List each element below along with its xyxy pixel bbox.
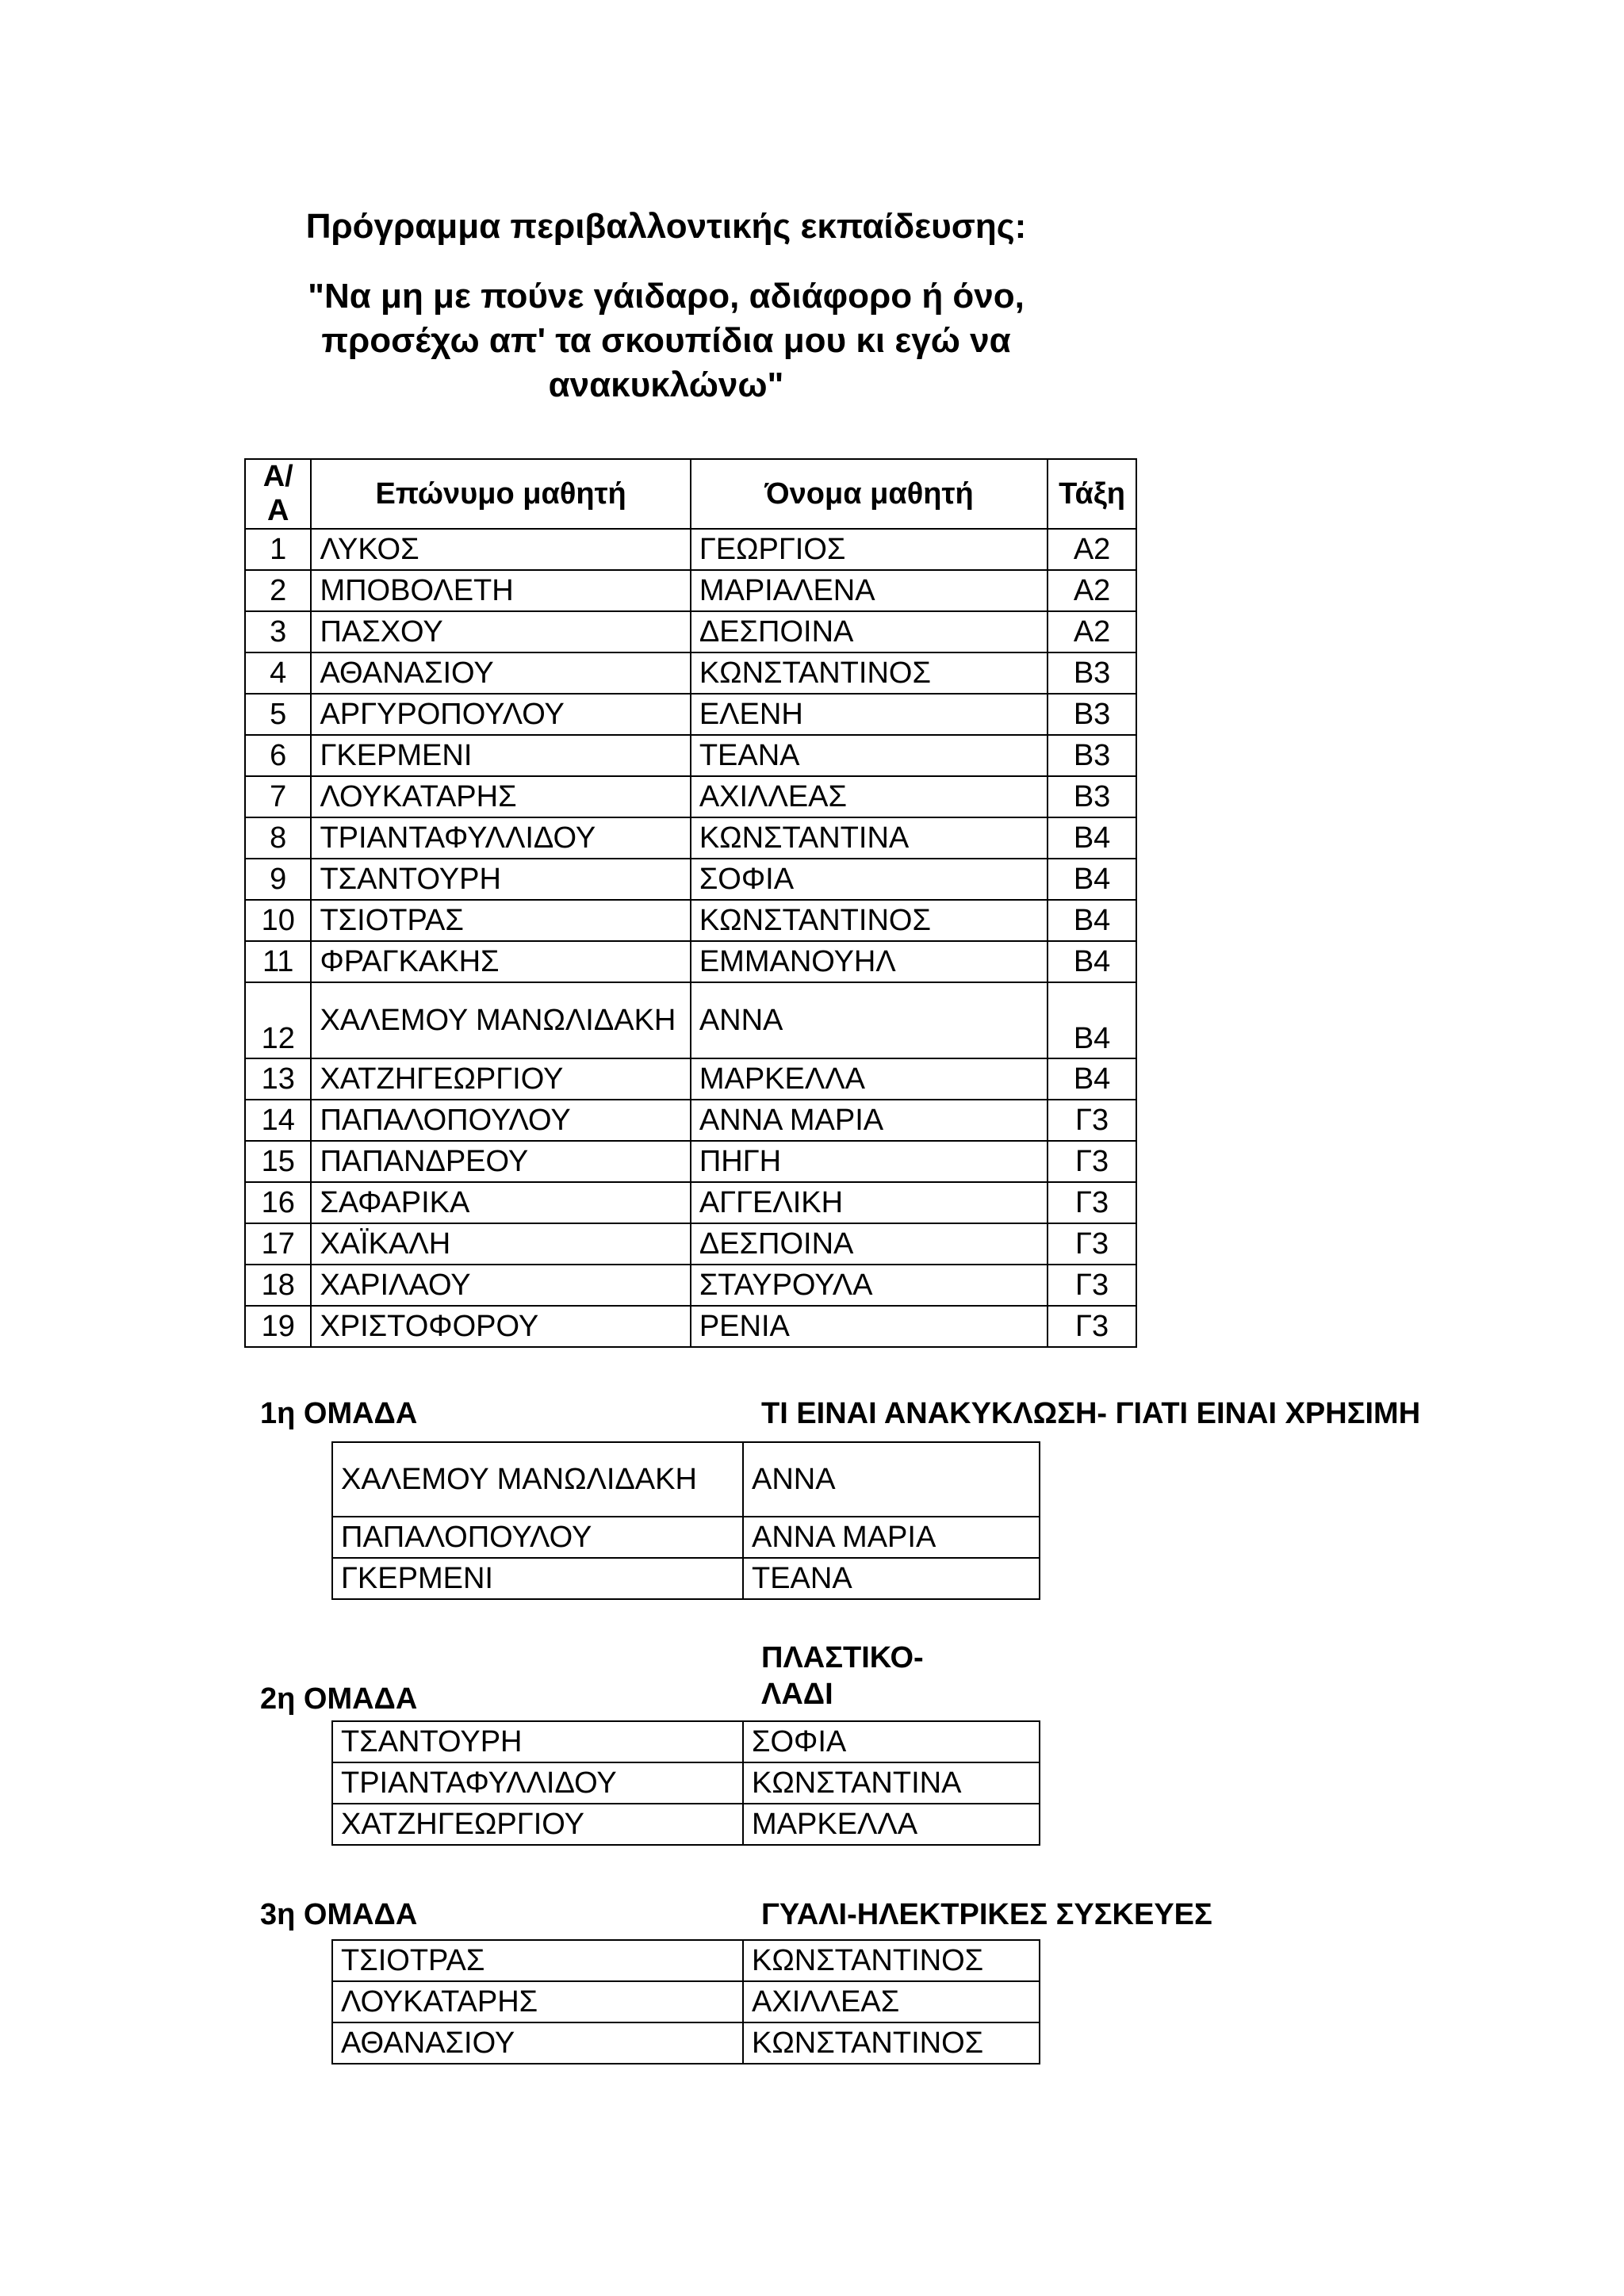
- row-number: 15: [245, 1141, 311, 1182]
- row-number: 2: [245, 570, 311, 611]
- student-surname: ΧΑΪΚΑΛΗ: [311, 1223, 690, 1265]
- student-class: Β4: [1048, 859, 1136, 900]
- group-2-topic: ΠΛΑΣΤΙΚΟ- ΛΑΔΙ: [761, 1641, 924, 1711]
- member-surname: ΤΣΙΟΤΡΑΣ: [332, 1940, 743, 1981]
- student-firstname: ΕΜΜΑΝΟΥΗΛ: [691, 941, 1048, 982]
- student-surname: ΧΑΤΖΗΓΕΩΡΓΙΟΥ: [311, 1058, 690, 1100]
- table-row: [245, 1223, 1136, 1265]
- member-firstname: ΑΝΝΑ ΜΑΡΙΑ: [743, 1517, 1040, 1558]
- row-number: 14: [245, 1100, 311, 1141]
- table-row: [245, 1306, 1136, 1347]
- student-firstname: ΓΕΩΡΓΙΟΣ: [691, 529, 1048, 570]
- group-1-label: 1η ΟΜΑΔΑ: [260, 1397, 418, 1430]
- student-class: Γ3: [1048, 1141, 1136, 1182]
- table-header-row: [245, 459, 1136, 529]
- student-class: Β4: [1048, 817, 1136, 859]
- row-number: 6: [245, 735, 311, 776]
- student-class: Β3: [1048, 694, 1136, 735]
- table-row: [245, 817, 1136, 859]
- header-aa: Α/Α: [245, 459, 311, 529]
- table-row: [245, 1182, 1136, 1223]
- row-number: 9: [245, 859, 311, 900]
- table-row: [245, 735, 1136, 776]
- member-firstname: ΑΧΙΛΛΕΑΣ: [743, 1981, 1040, 2022]
- group-2-label: 2η ΟΜΑΔΑ: [260, 1682, 418, 1716]
- row-number: 7: [245, 776, 311, 817]
- member-firstname: ΜΑΡΚΕΛΛΑ: [743, 1804, 1040, 1845]
- row-number: 19: [245, 1306, 311, 1347]
- header-surname: Επώνυμο μαθητή: [311, 459, 690, 529]
- member-surname: ΤΣΑΝΤΟΥΡΗ: [332, 1721, 743, 1762]
- group-member-row: [332, 1517, 1040, 1558]
- row-number: 17: [245, 1223, 311, 1265]
- member-surname: ΑΘΑΝΑΣΙΟΥ: [332, 2022, 743, 2064]
- student-surname: ΧΑΡΙΛΑΟΥ: [311, 1265, 690, 1306]
- student-surname: ΤΡΙΑΝΤΑΦΥΛΛΙΔΟΥ: [311, 817, 690, 859]
- table-row: [245, 1100, 1136, 1141]
- table-row: [245, 859, 1136, 900]
- program-motto: "Να μη με πούνε γάιδαρο, αδιάφορο ή όνο, προσέχω απ' τα σκουπίδια μου κι εγώ να ανακυκλώνω": [308, 277, 1025, 404]
- student-class: Α2: [1048, 570, 1136, 611]
- row-number: 1: [245, 529, 311, 570]
- table-row: [245, 776, 1136, 817]
- group-member-row: [332, 1721, 1040, 1762]
- group-3-topic: ΓΥΑΛΙ-ΗΛΕΚΤΡΙΚΕΣ ΣΥΣΚΕΥΕΣ: [761, 1898, 1212, 1931]
- student-firstname: ΜΑΡΚΕΛΛΑ: [691, 1058, 1048, 1100]
- student-firstname: ΠΗΓΗ: [691, 1141, 1048, 1182]
- student-firstname: ΑΝΝΑ: [691, 982, 1048, 1058]
- student-surname: ΠΑΠΑΝΔΡΕΟΥ: [311, 1141, 690, 1182]
- student-class: Β3: [1048, 735, 1136, 776]
- student-firstname: ΣΤΑΥΡΟΥΛΑ: [691, 1265, 1048, 1306]
- student-surname: ΧΑΛΕΜΟΥ ΜΑΝΩΛΙΔΑΚΗ: [311, 982, 690, 1058]
- student-firstname: ΑΓΓΕΛΙΚΗ: [691, 1182, 1048, 1223]
- group-member-row: [332, 1940, 1040, 1981]
- student-surname: ΧΡΙΣΤΟΦΟΡΟΥ: [311, 1306, 690, 1347]
- group-member-row: [332, 1442, 1040, 1517]
- group-member-row: [332, 1762, 1040, 1804]
- member-firstname: ΤΕΑΝΑ: [743, 1558, 1040, 1599]
- student-firstname: ΡΕΝΙΑ: [691, 1306, 1048, 1347]
- student-firstname: ΔΕΣΠΟΙΝΑ: [691, 1223, 1048, 1265]
- table-row: [245, 1058, 1136, 1100]
- student-surname: ΛΟΥΚΑΤΑΡΗΣ: [311, 776, 690, 817]
- group-2-table: [331, 1720, 1040, 1846]
- member-firstname: ΑΝΝΑ: [743, 1442, 1040, 1517]
- group-1-table: [331, 1441, 1040, 1600]
- group-3-label: 3η ΟΜΑΔΑ: [260, 1898, 418, 1931]
- student-firstname: ΑΝΝΑ ΜΑΡΙΑ: [691, 1100, 1048, 1141]
- student-class: Β3: [1048, 652, 1136, 694]
- student-class: Α2: [1048, 529, 1136, 570]
- group-member-row: [332, 1804, 1040, 1845]
- table-row: [245, 982, 1136, 1058]
- member-firstname: ΣΟΦΙΑ: [743, 1721, 1040, 1762]
- member-surname: ΧΑΤΖΗΓΕΩΡΓΙΟΥ: [332, 1804, 743, 1845]
- table-row: [245, 611, 1136, 652]
- member-firstname: ΚΩΝΣΤΑΝΤΙΝΑ: [743, 1762, 1040, 1804]
- table-row: [245, 694, 1136, 735]
- row-number: 16: [245, 1182, 311, 1223]
- student-class: Α2: [1048, 611, 1136, 652]
- row-number: 10: [245, 900, 311, 941]
- member-surname: ΤΡΙΑΝΤΑΦΥΛΛΙΔΟΥ: [332, 1762, 743, 1804]
- table-row: [245, 1265, 1136, 1306]
- student-surname: ΦΡΑΓΚΑΚΗΣ: [311, 941, 690, 982]
- group-1-topic: ΤΙ ΕΙΝΑΙ ΑΝΑΚΥΚΛΩΣΗ- ΓΙΑΤΙ ΕΙΝΑΙ ΧΡΗΣΙΜΗ: [761, 1397, 1421, 1430]
- student-surname: ΤΣΑΝΤΟΥΡΗ: [311, 859, 690, 900]
- member-surname: ΧΑΛΕΜΟΥ ΜΑΝΩΛΙΔΑΚΗ: [332, 1442, 743, 1517]
- table-row: [245, 900, 1136, 941]
- student-surname: ΑΡΓΥΡΟΠΟΥΛΟΥ: [311, 694, 690, 735]
- table-row: [245, 652, 1136, 694]
- student-class: Β4: [1048, 941, 1136, 982]
- student-surname: ΠΑΠΑΛΟΠΟΥΛΟΥ: [311, 1100, 690, 1141]
- member-firstname: ΚΩΝΣΤΑΝΤΙΝΟΣ: [743, 2022, 1040, 2064]
- student-firstname: ΤΕΑΝΑ: [691, 735, 1048, 776]
- student-surname: ΛΥΚΟΣ: [311, 529, 690, 570]
- student-firstname: ΔΕΣΠΟΙΝΑ: [691, 611, 1048, 652]
- group-member-row: [332, 1981, 1040, 2022]
- student-firstname: ΣΟΦΙΑ: [691, 859, 1048, 900]
- students-table: [244, 458, 1137, 1348]
- student-class: Β4: [1048, 900, 1136, 941]
- row-number: 18: [245, 1265, 311, 1306]
- student-class: Γ3: [1048, 1182, 1136, 1223]
- student-surname: ΣΑΦΑΡΙΚΑ: [311, 1182, 690, 1223]
- student-firstname: ΕΛΕΝΗ: [691, 694, 1048, 735]
- row-number: 8: [245, 817, 311, 859]
- row-number: 4: [245, 652, 311, 694]
- student-firstname: ΑΧΙΛΛΕΑΣ: [691, 776, 1048, 817]
- header-firstname: Όνομα μαθητή: [691, 459, 1048, 529]
- student-surname: ΑΘΑΝΑΣΙΟΥ: [311, 652, 690, 694]
- group-member-row: [332, 2022, 1040, 2064]
- student-class: Γ3: [1048, 1223, 1136, 1265]
- student-class: Γ3: [1048, 1100, 1136, 1141]
- member-surname: ΓΚΕΡΜΕΝΙ: [332, 1558, 743, 1599]
- row-number: 12: [245, 982, 311, 1058]
- row-number: 3: [245, 611, 311, 652]
- student-firstname: ΚΩΝΣΤΑΝΤΙΝΟΣ: [691, 900, 1048, 941]
- student-surname: ΓΚΕΡΜΕΝΙ: [311, 735, 690, 776]
- student-surname: ΠΑΣΧΟΥ: [311, 611, 690, 652]
- student-surname: ΜΠΟΒΟΛΕΤΗ: [311, 570, 690, 611]
- student-class: Γ3: [1048, 1265, 1136, 1306]
- student-firstname: ΚΩΝΣΤΑΝΤΙΝΟΣ: [691, 652, 1048, 694]
- program-title: Πρόγραμμα περιβαλλοντικής εκπαίδευσης:: [305, 207, 1027, 246]
- row-number: 11: [245, 941, 311, 982]
- student-surname: ΤΣΙΟΤΡΑΣ: [311, 900, 690, 941]
- student-class: Γ3: [1048, 1306, 1136, 1347]
- header-class: Τάξη: [1048, 459, 1136, 529]
- table-row: [245, 1141, 1136, 1182]
- member-firstname: ΚΩΝΣΤΑΝΤΙΝΟΣ: [743, 1940, 1040, 1981]
- student-class: Β4: [1048, 982, 1136, 1058]
- row-number: 5: [245, 694, 311, 735]
- table-row: [245, 529, 1136, 570]
- student-firstname: ΚΩΝΣΤΑΝΤΙΝΑ: [691, 817, 1048, 859]
- table-row: [245, 941, 1136, 982]
- student-class: Β3: [1048, 776, 1136, 817]
- group-3-table: [331, 1939, 1040, 2064]
- group-member-row: [332, 1558, 1040, 1599]
- student-firstname: ΜΑΡΙΑΛΕΝΑ: [691, 570, 1048, 611]
- student-class: Β4: [1048, 1058, 1136, 1100]
- row-number: 13: [245, 1058, 311, 1100]
- table-row: [245, 570, 1136, 611]
- member-surname: ΛΟΥΚΑΤΑΡΗΣ: [332, 1981, 743, 2022]
- member-surname: ΠΑΠΑΛΟΠΟΥΛΟΥ: [332, 1517, 743, 1558]
